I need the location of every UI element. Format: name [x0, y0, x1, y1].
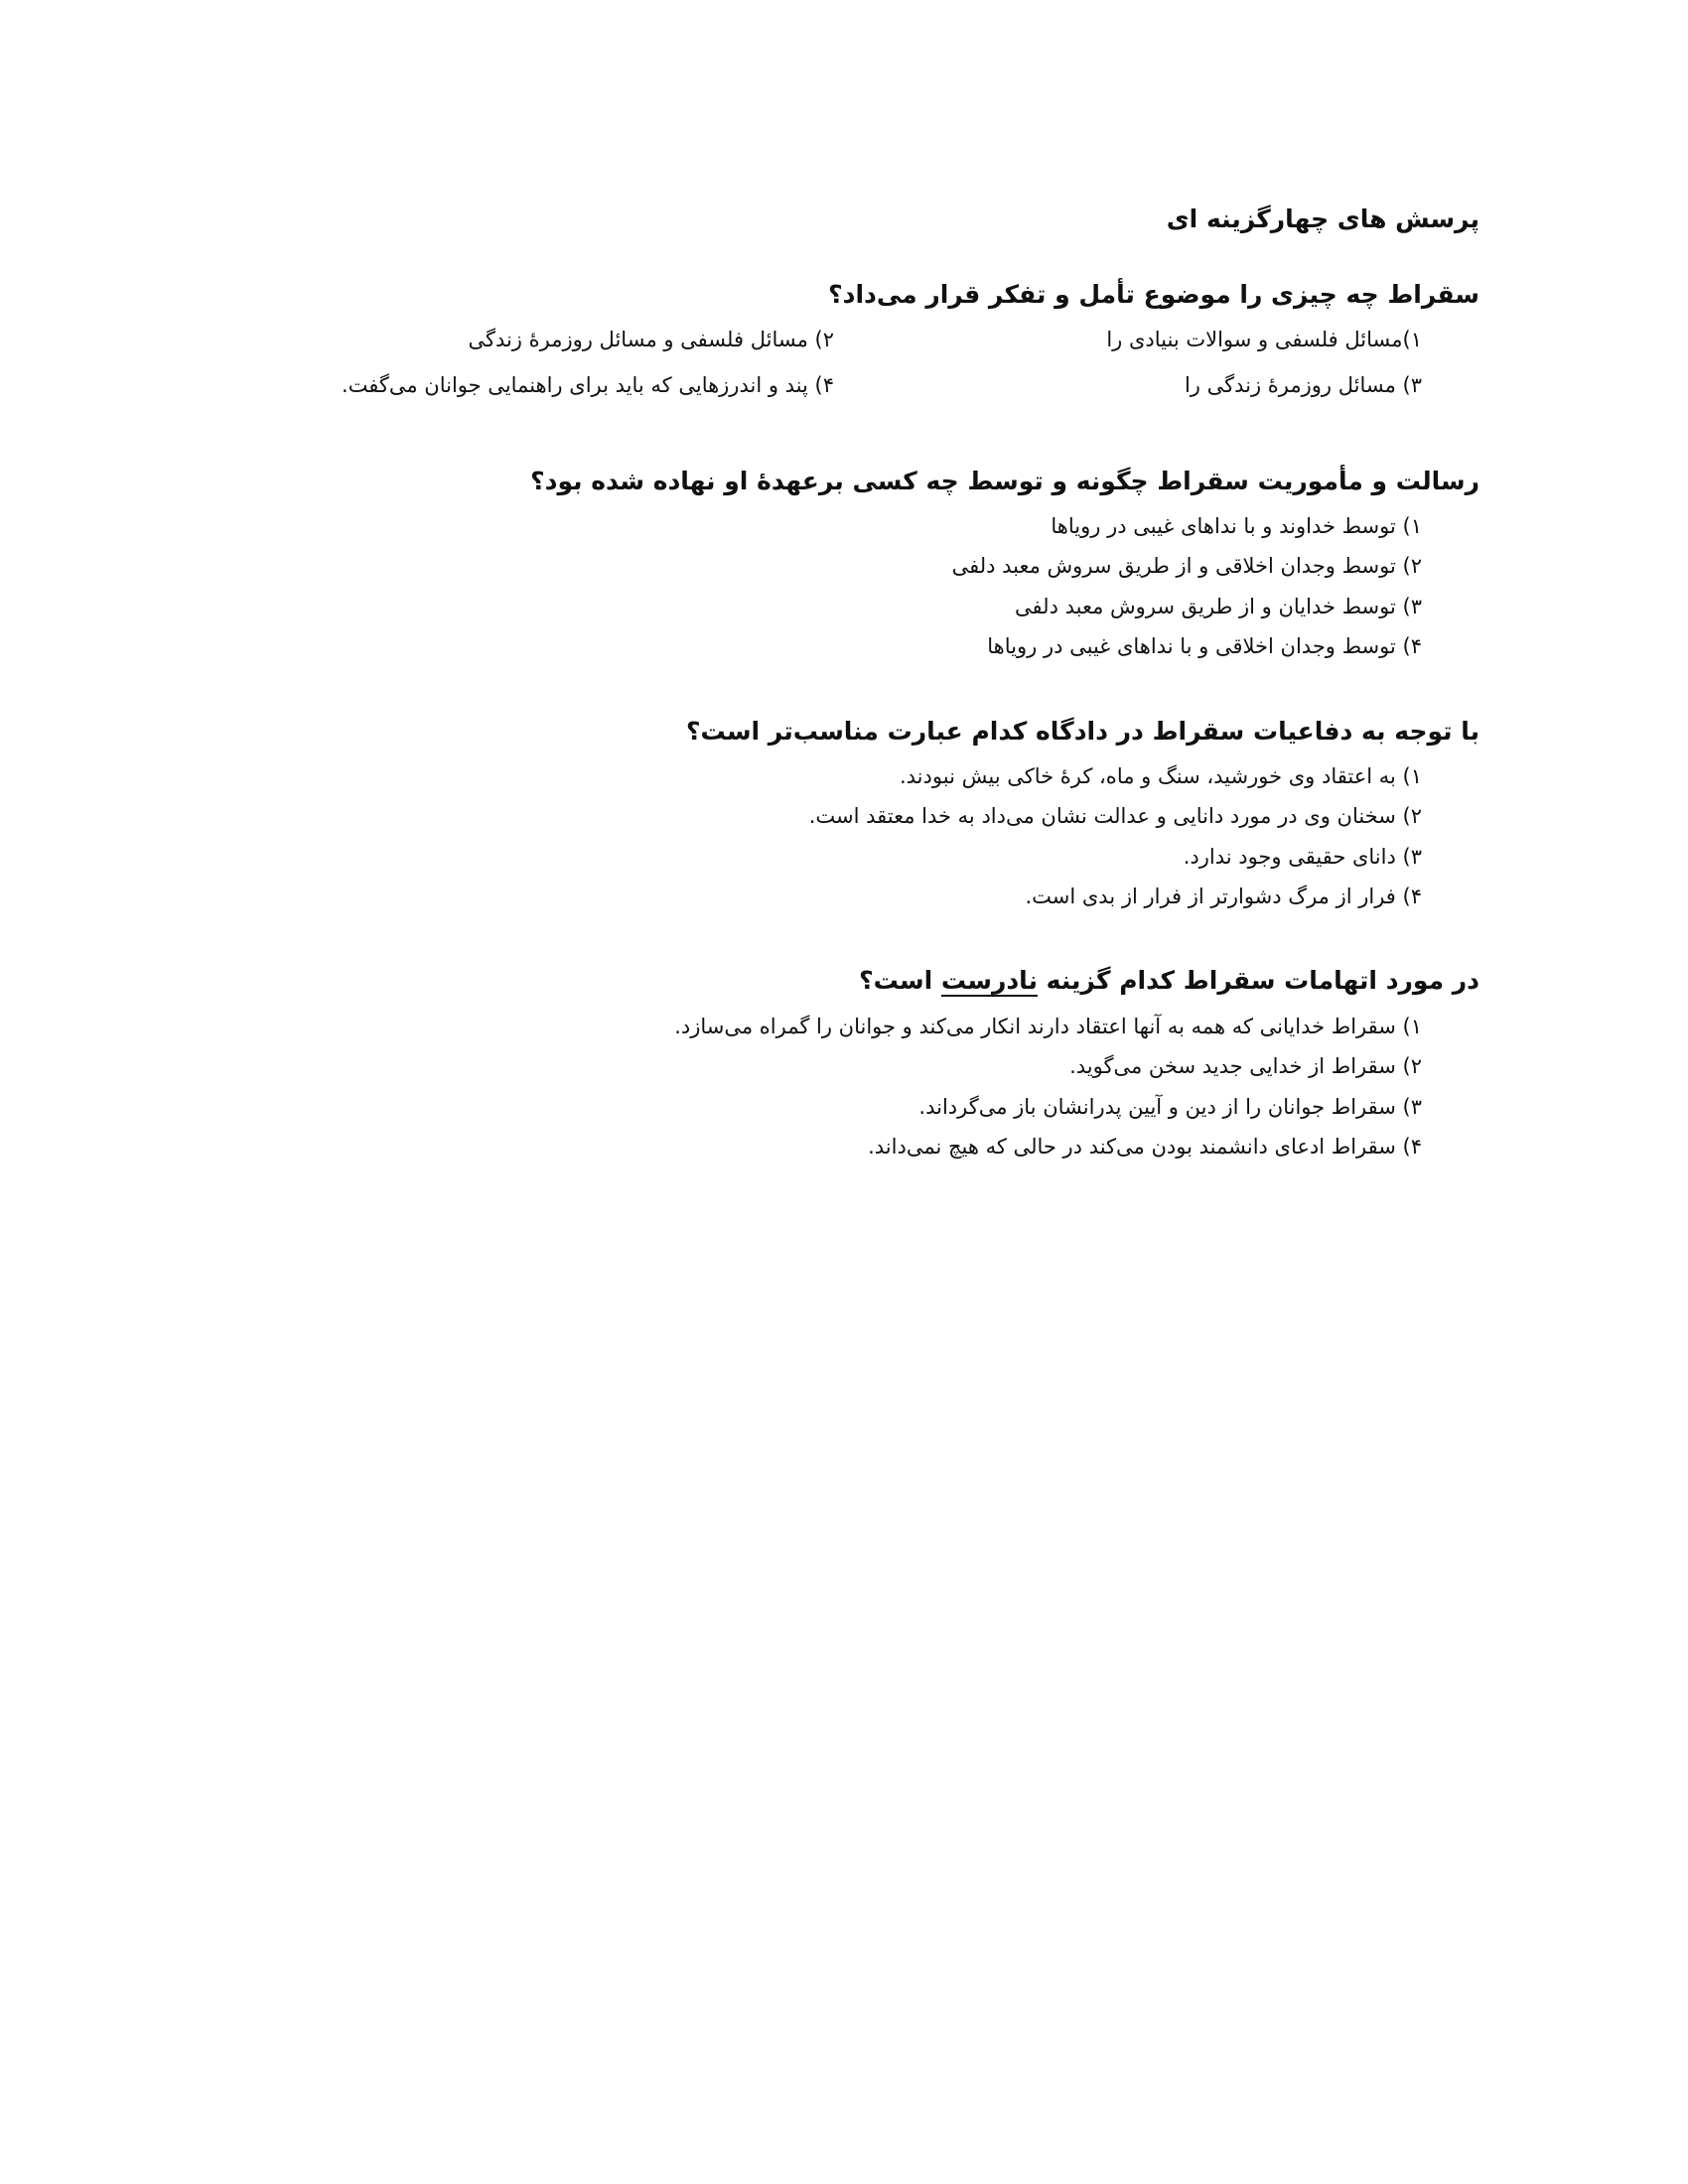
question-3-text: با توجه به دفاعیات سقراط در دادگاه کدام عبارت مناسب‌تر است؟ [685, 717, 1479, 746]
question-2-option-3: ۳) توسط خدایان و از طریق سروش معبد دلفی [1015, 595, 1422, 618]
question-1-option-3: ۳) مسائل روزمرهٔ زندگی را [1184, 373, 1422, 397]
question-2-option-4: ۴) توسط وجدان اخلاقی و با نداهای غیبی در رویاها [987, 634, 1422, 658]
question-2-option-2: ۲) توسط وجدان اخلاقی و از طریق سروش معبد دلفی [951, 554, 1422, 578]
question-4-option-4: ۴) سقراط ادعای دانشمند بودن می‌کند در حالی که هیچ نمی‌داند. [868, 1135, 1422, 1159]
question-2-option-1: ۱) توسط خداوند و با نداهای غیبی در رویاها [1051, 514, 1422, 538]
question-3-option-2: ۲) سخنان وی در مورد دانایی و عدالت نشان می‌داد به خدا معتقد است. [808, 804, 1422, 828]
question-4-underlined-word: نادرست [940, 966, 1038, 995]
question-4-text [859, 966, 1479, 995]
section-title: پرسش های چهارگزینه ای [1166, 205, 1479, 233]
question-4-option-3: ۳) سقراط جوانان را از دین و آیین پدرانشان باز می‌گرداند. [918, 1095, 1422, 1119]
question-3-option-4: ۴) فرار از مرگ دشوارتر از فرار از بدی است. [1025, 885, 1422, 908]
question-4-text-start: در مورد اتهامات سقراط کدام گزینه [1046, 966, 1479, 995]
question-4-option-1: ۱) سقراط خدایانی که همه به آنها اعتقاد دارند انکار می‌کند و جوانان را گمراه می‌سازد. [674, 1015, 1422, 1038]
question-2-text: رسالت و مأموریت سقراط چگونه و توسط چه کسی برعهدهٔ او نهاده شده بود؟ [530, 467, 1479, 495]
question-1-option-1: ۱)مسائل فلسفی و سوالات بنیادی را [1106, 328, 1422, 351]
question-3-option-1: ۱) به اعتقاد وی خورشید، سنگ و ماه، کرهٔ خاکی بیش نبودند. [899, 764, 1422, 788]
question-1-option-2: ۲) مسائل فلسفی و مسائل روزمرهٔ زندگی [468, 328, 834, 351]
question-1-option-4: ۴) پند و اندرزهایی که باید برای راهنمایی جوانان می‌گفت. [341, 373, 834, 397]
question-1-text: سقراط چه چیزی را موضوع تأمل و تفکر قرار می‌داد؟ [828, 280, 1479, 309]
question-4-option-2: ۲) سقراط از خدایی جدید سخن می‌گوید. [1069, 1054, 1422, 1078]
question-3-option-3: ۳) دانای حقیقی وجود ندارد. [1183, 845, 1422, 869]
question-4-text-end: است؟ [859, 966, 933, 995]
